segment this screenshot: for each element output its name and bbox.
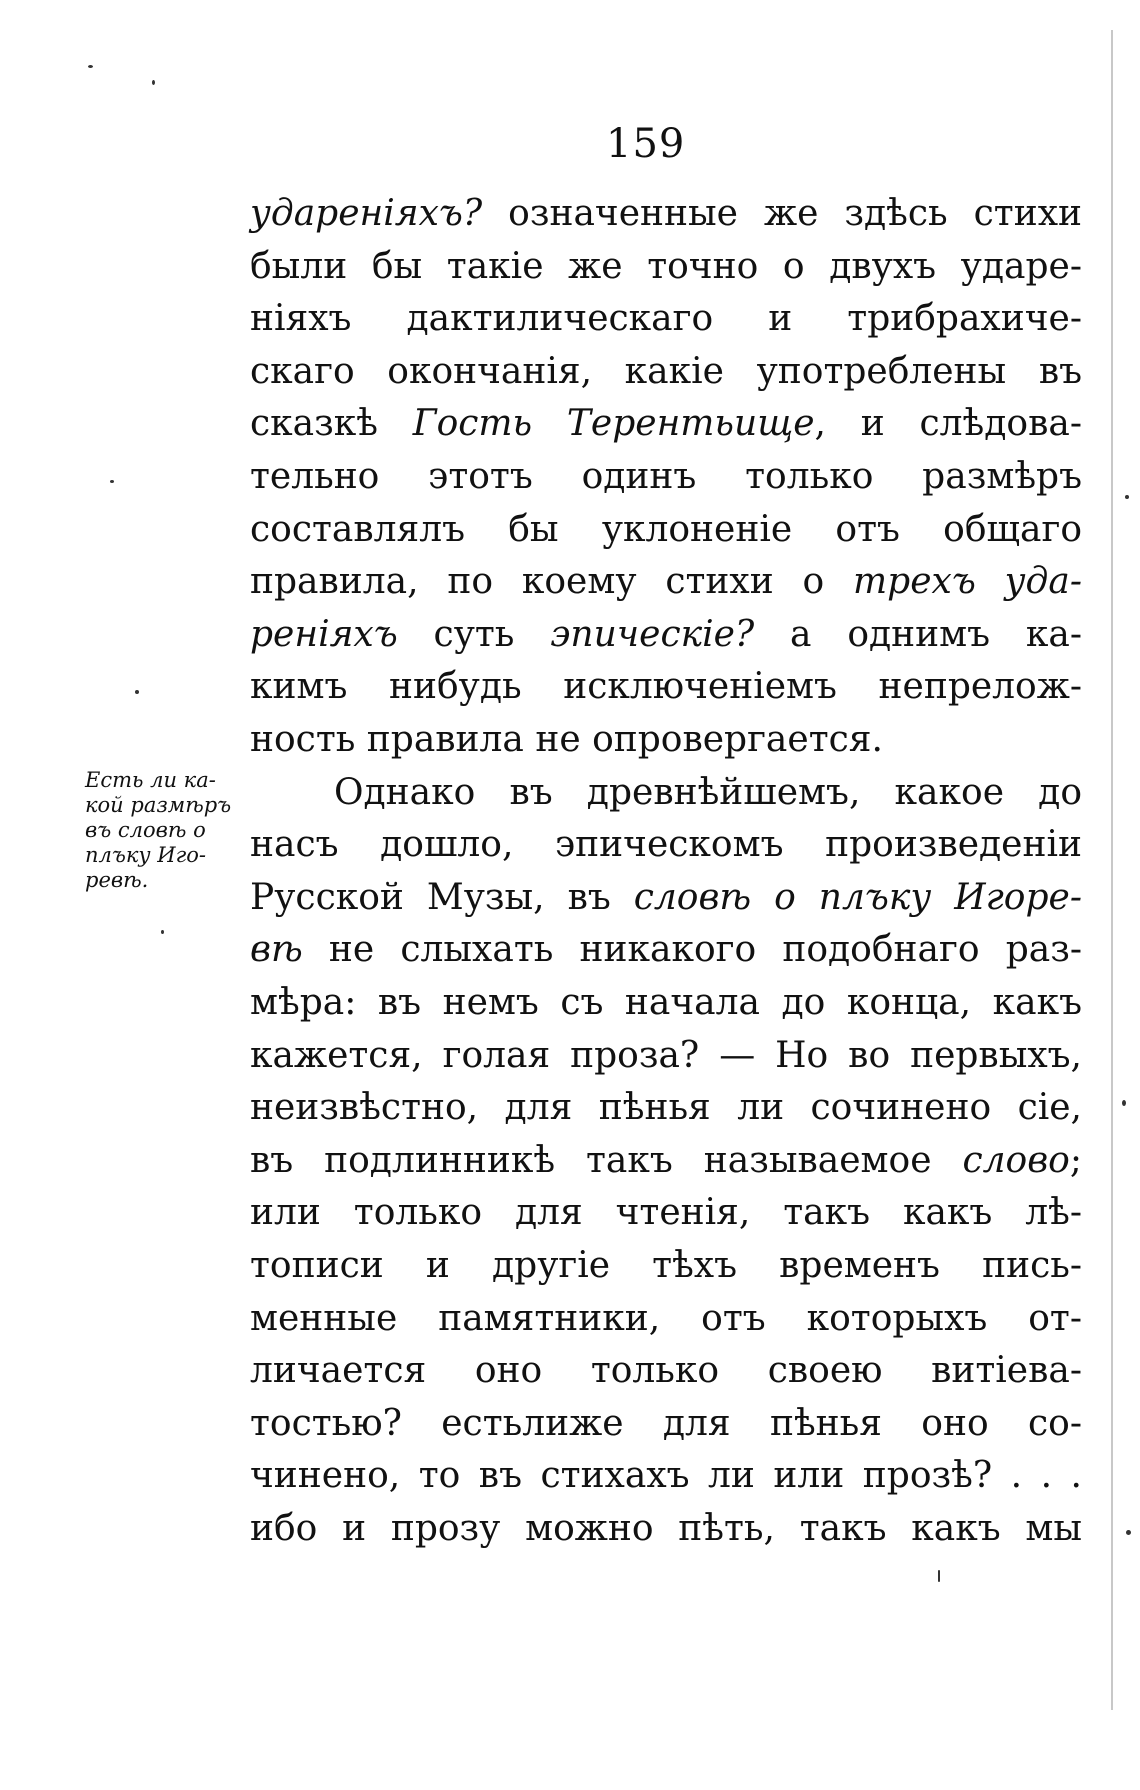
text-line xyxy=(250,1136,1082,1186)
scan-speck xyxy=(88,65,93,68)
text-segment: или только для чтенія, такъ какъ лѣ- xyxy=(250,1192,1082,1234)
text-segment: правила, по коему стихи о xyxy=(250,561,854,603)
text-line xyxy=(250,452,1082,502)
text-segment: ніяхъ дактилическаго и трибрахиче- xyxy=(250,298,1082,340)
text-segment: мѣра: въ немъ съ начала до конца, какъ xyxy=(250,982,1082,1023)
text-segment: ибо и прозу можно пѣть, такъ какъ мы xyxy=(250,1508,1082,1549)
text-segment: неизвѣстно, для пѣнья ли сочинено сіе, xyxy=(250,1087,1082,1129)
text-segment: ; xyxy=(1069,1139,1082,1181)
text-line xyxy=(250,1083,1082,1133)
italic-text: реніяхъ xyxy=(250,613,398,655)
text-line xyxy=(250,715,1082,765)
page-number: 159 xyxy=(606,121,686,167)
text-segment: , и слѣдова- xyxy=(814,403,1082,445)
text-line xyxy=(250,1241,1082,1291)
text-segment: ность правила не опровергается. xyxy=(250,719,883,760)
scan-speck xyxy=(1122,1100,1126,1106)
text-line xyxy=(250,820,1082,870)
italic-text: слово xyxy=(962,1139,1070,1181)
scan-speck xyxy=(938,1570,940,1582)
text-line xyxy=(250,505,1082,555)
text-segment: насъ дошло, эпическомъ произведеніи xyxy=(250,824,1082,866)
text-segment: скаго окончанія, какіе употреблены въ xyxy=(250,350,1082,392)
text-segment: Русской Музы, въ xyxy=(250,876,634,918)
margin-note-line: кой размѣръ xyxy=(85,793,232,817)
text-line xyxy=(250,925,1082,975)
text-segment: менные памятники, отъ которыхъ от- xyxy=(250,1297,1082,1339)
text-line xyxy=(250,873,1082,923)
margin-note-line: Есть ли ка- xyxy=(85,768,216,792)
scan-edge-line xyxy=(1111,30,1113,1710)
text-segment: Однако въ древнѣйшемъ, какое до xyxy=(334,771,1082,813)
text-segment: въ подлинникѣ такъ называемое xyxy=(250,1139,963,1181)
italic-text: удареніяхъ? xyxy=(250,193,483,234)
text-line xyxy=(334,768,1082,818)
margin-note-line: плъку Иго- xyxy=(85,843,206,867)
text-segment: кажется, голая проза? — Но во первыхъ, xyxy=(250,1034,1082,1076)
text-line xyxy=(250,347,1082,397)
italic-text: трехъ уда- xyxy=(853,561,1082,603)
text-segment: а однимъ ка- xyxy=(754,613,1083,655)
text-segment: тописи и другіе тѣхъ временъ пись- xyxy=(250,1245,1082,1286)
scan-speck xyxy=(152,80,155,85)
text-segment: составлялъ бы уклоненіе отъ общаго xyxy=(250,508,1082,550)
text-line xyxy=(250,662,1082,712)
scan-speck xyxy=(1126,1530,1131,1535)
margin-note-line: ревѣ. xyxy=(85,868,149,892)
text-segment: были бы такіе же точно о двухъ ударе- xyxy=(250,245,1082,287)
text-segment: личается оно только своею витіева- xyxy=(250,1350,1082,1392)
text-line xyxy=(250,242,1082,292)
scan-speck xyxy=(161,930,164,934)
italic-text: Гость Терентьище xyxy=(412,403,815,445)
text-line xyxy=(250,294,1082,344)
margin-note-line: въ словѣ о xyxy=(85,818,206,842)
italic-text: словѣ о плъку Игоре- xyxy=(633,876,1082,918)
scan-speck xyxy=(1125,495,1129,499)
text-segment: чинено, то въ стихахъ ли или прозѣ? . . . xyxy=(250,1455,1082,1497)
text-line xyxy=(250,557,1082,607)
text-line xyxy=(250,189,1082,239)
text-line xyxy=(250,1294,1082,1344)
text-segment: тостью? естьлиже для пѣнья оно со- xyxy=(250,1402,1082,1444)
text-segment: тельно этотъ одинъ только размѣръ xyxy=(250,456,1082,497)
text-segment: не слыхать никакого подобнаго раз- xyxy=(302,929,1082,971)
text-segment: означенные же здѣсь стихи xyxy=(482,193,1082,234)
text-line xyxy=(250,978,1082,1028)
italic-text: эпическіе? xyxy=(550,613,755,655)
scan-speck xyxy=(110,480,114,483)
text-segment: суть xyxy=(397,613,551,655)
text-line xyxy=(250,1451,1082,1501)
text-line xyxy=(250,1188,1082,1238)
text-line xyxy=(250,1504,1082,1554)
text-segment: кимъ нибудь исключеніемъ непрелож- xyxy=(250,666,1082,708)
margin-note xyxy=(85,768,257,893)
text-line xyxy=(250,610,1082,660)
text-line xyxy=(250,1346,1082,1396)
text-segment: сказкѣ xyxy=(250,403,413,445)
text-line xyxy=(250,399,1082,449)
text-line xyxy=(250,1399,1082,1449)
scan-speck xyxy=(135,690,139,694)
text-line xyxy=(250,1031,1082,1081)
italic-text: вѣ xyxy=(250,929,303,971)
